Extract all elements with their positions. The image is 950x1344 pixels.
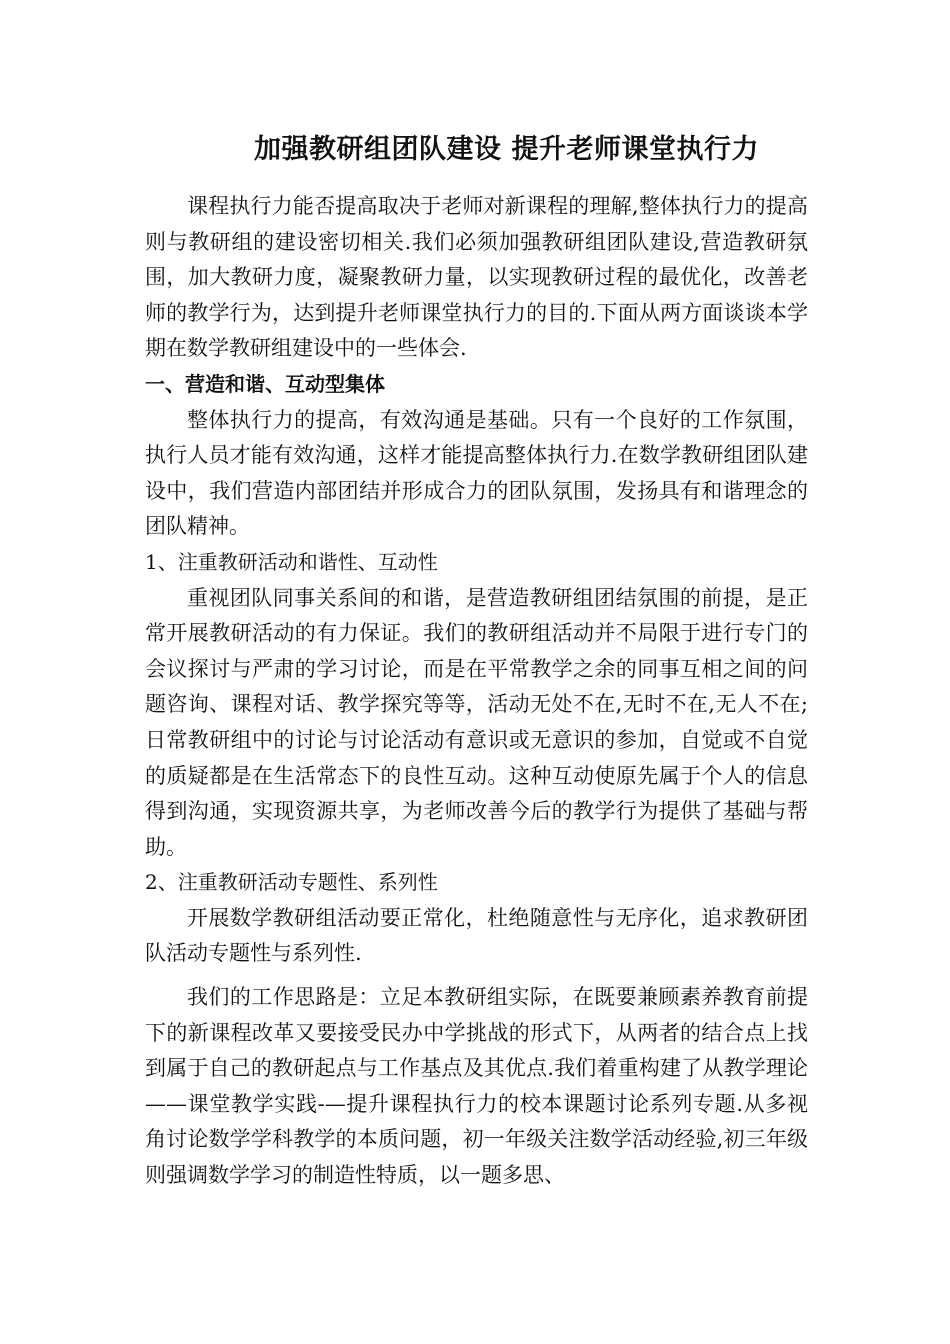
- subsection1-paragraph: 重视团队同事关系间的和谐，是营造教研组团结氛围的前提，是正常开展教研活动的有力保证。我们的教研组活动并不局限于进行专门的会议探讨与严肃的学习讨论，而是在平常教学之余的同事互相之间的问题咨询、课程对话、教学探究等等，活动无处不在,无时不在,无人不在;日常教研组中的讨论与讨论活动有意识或无意识的参加，自觉或不自觉的质疑都是在生活常态下的良性互动。这种互动使原先属于个人的信息得到沟通，实现资源共享，为老师改善今后的教学行为提供了基础与帮助。: [145, 585, 808, 859]
- document-page: [145, 125, 808, 1194]
- section-heading-1: 一、营造和谐、互动型集体: [145, 371, 385, 396]
- subsection2-paragraph-1: 开展数学教研组活动要正常化，杜绝随意性与无序化，追求教研团队活动专题性与系列性.: [145, 905, 808, 966]
- subsection-heading-2: 2、注重教研活动专题性、系列性: [145, 870, 438, 895]
- subsection2-paragraph-2: 我们的工作思路是：立足本教研组实际，在既要兼顾素养教育前提下的新课程改革又要接受民办中学挑战的形式下，从两者的结合点上找到属于自己的教研起点与工作基点及其优点.我们着重构建了从教学理论——课堂教学实践-—提升课程执行力的校本课题讨论系列专题.从多视角讨论数学学科教学的本质问题，初一年级关注数学活动经验,初三年级则强调数学学习的制造性特质，以一题多思、: [145, 985, 808, 1188]
- section1-paragraph: 整体执行力的提高，有效沟通是基础。只有一个良好的工作氛围，执行人员才能有效沟通，这样才能提高整体执行力.在数学教研组团队建设中，我们营造内部团结并形成合力的团队氛围，发扬具有和谐理念的团队精神。: [145, 407, 808, 539]
- subsection-heading-1: 1、注重教研活动和谐性、互动性: [145, 549, 438, 574]
- document-title: 加强教研组团队建设 提升老师课堂执行力: [254, 134, 759, 165]
- intro-paragraph: 课程执行力能否提高取决于老师对新课程的理解,整体执行力的提高则与教研组的建设密切相关.我们必须加强教研组团队建设,营造教研氛围，加大教研力度，凝聚教研力量，以实现教研过程的最优化，改善老师的教学行为，达到提升老师课堂执行力的目的.下面从两方面谈谈本学期在数学教研组建设中的一些体会.: [145, 194, 808, 361]
